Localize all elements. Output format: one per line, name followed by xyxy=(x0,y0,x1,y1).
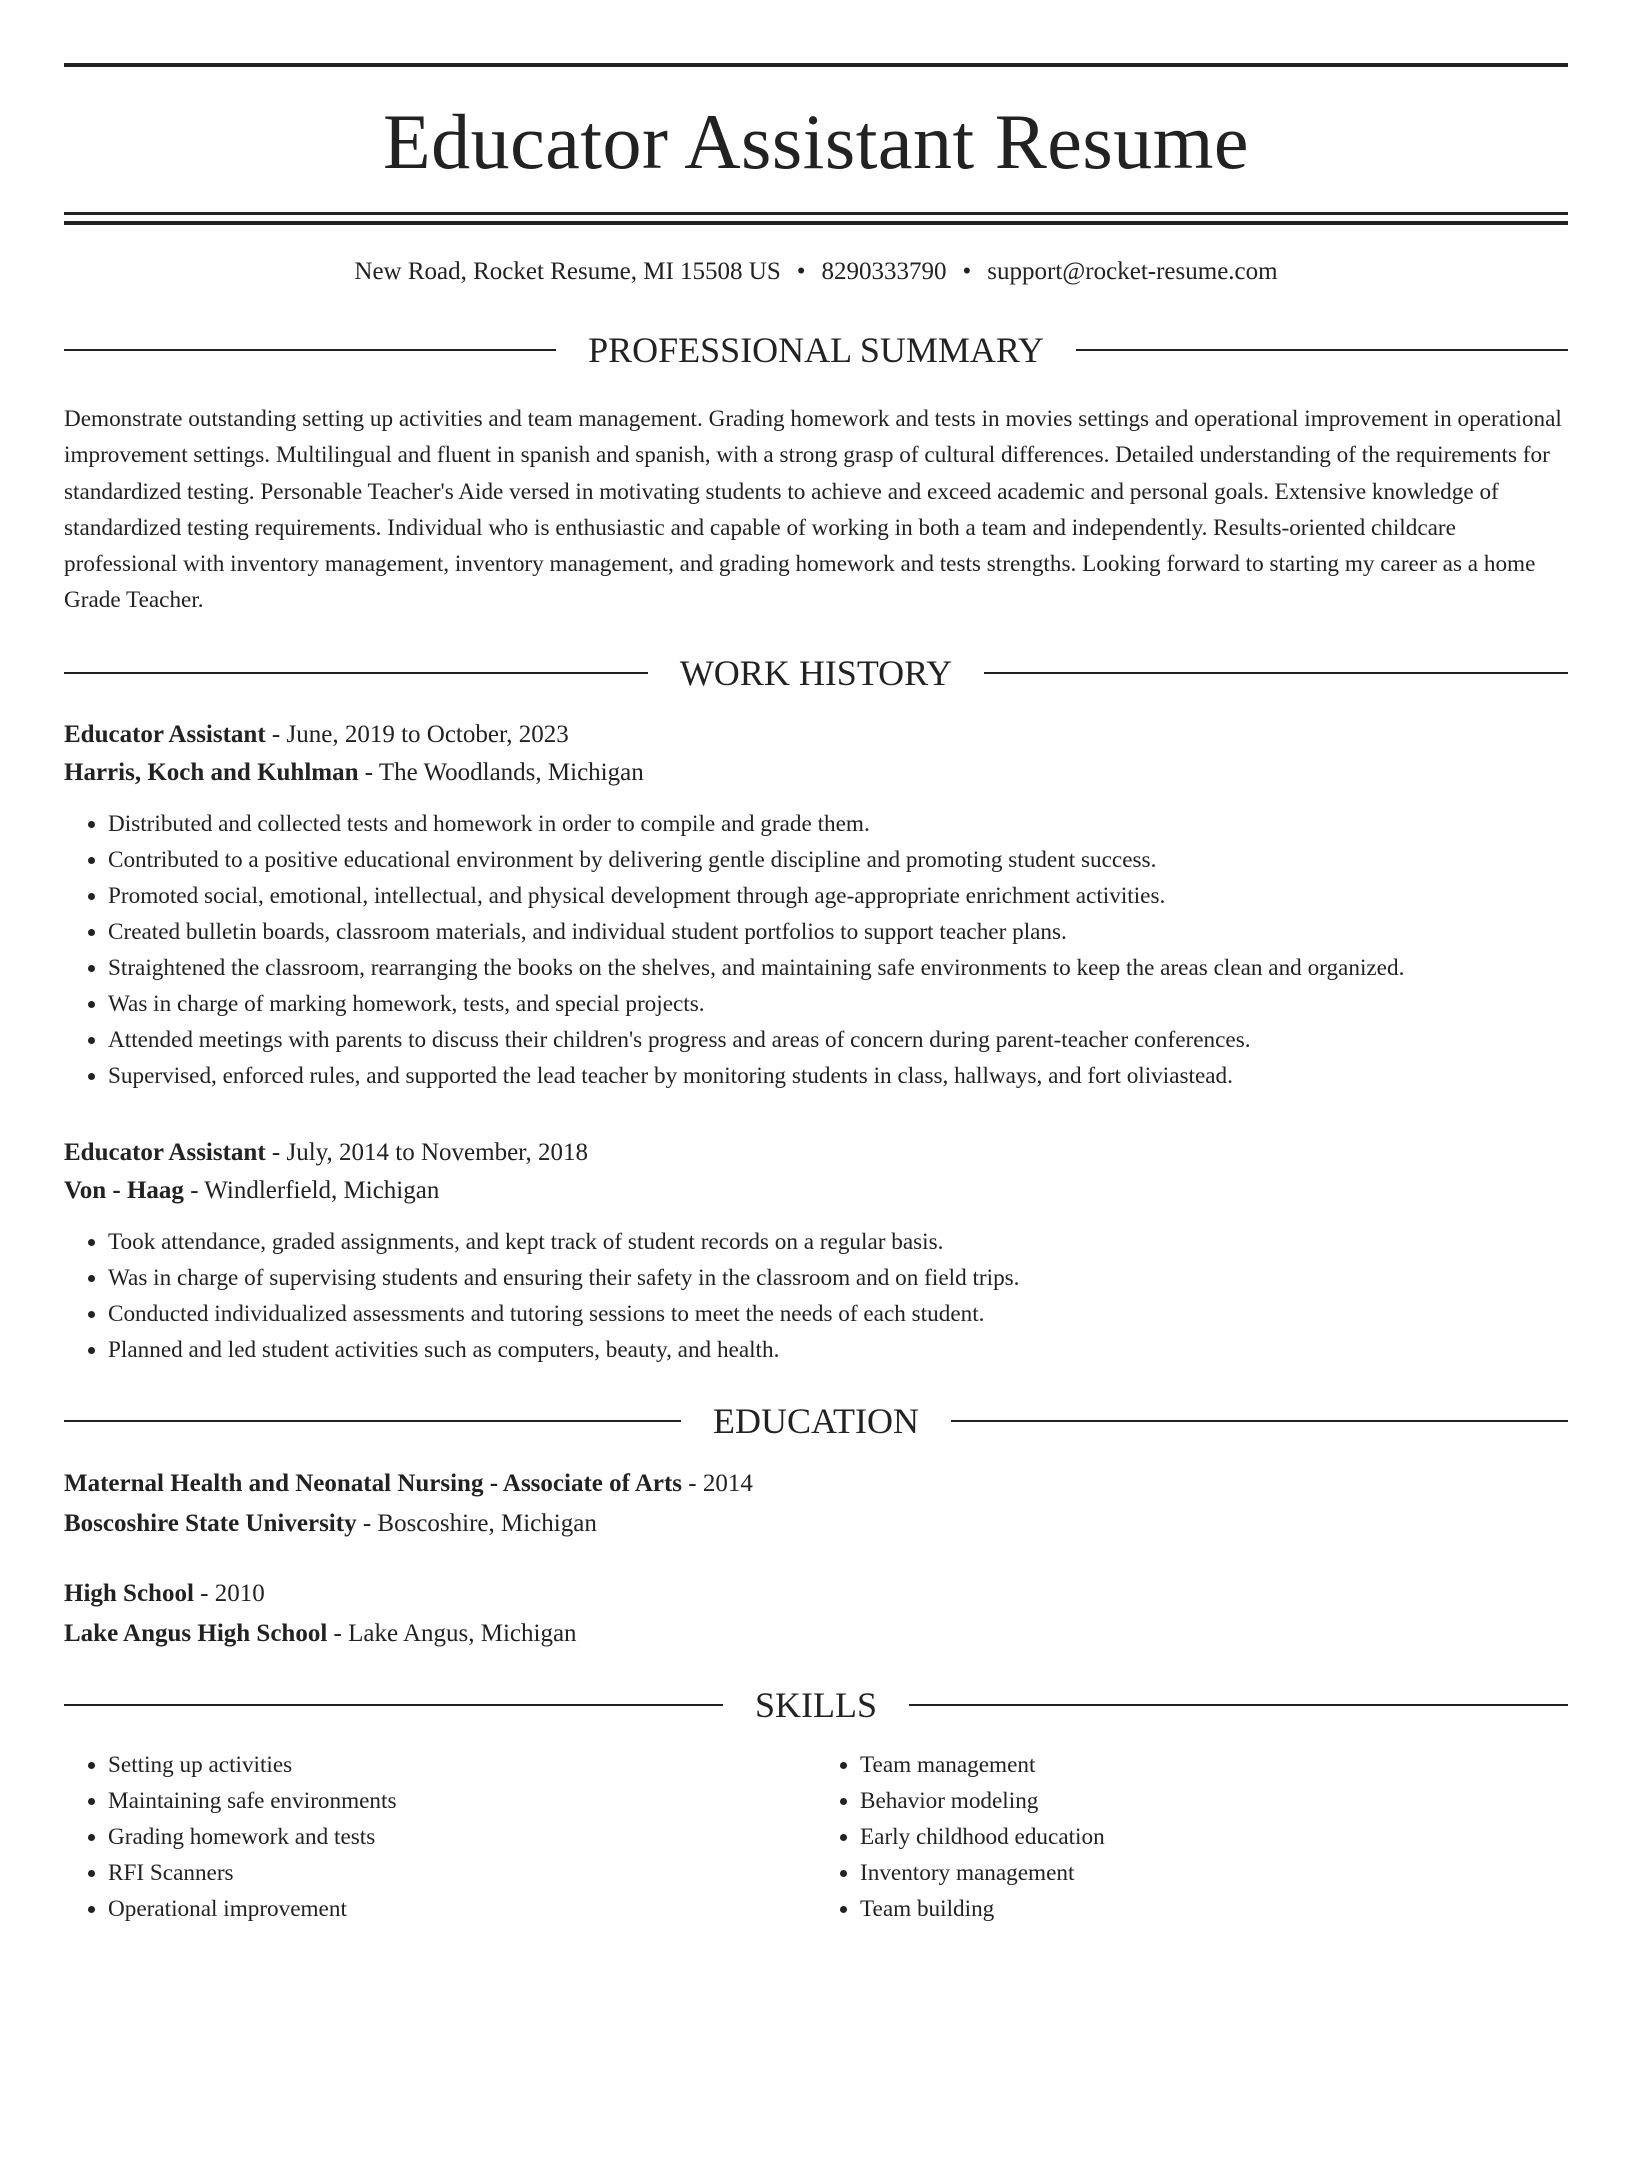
skills-column-right xyxy=(816,1747,1568,1927)
skill-item: • Setting up activities xyxy=(108,1747,816,1783)
contact-line xyxy=(64,259,1568,284)
summary-text: Demonstrate outstanding setting up activities and team management. Grading homework and tests in movies settings and operational improvement in operational improvement settings. Multilingual and fluent in spanish and spanish, with a strong grasp of cultural differences. Detailed understanding of the requirements for standardized testing. Personable Teacher's Aide versed in motivating students to achieve and exceed academic and personal goals. Extensive knowledge of standardized testing requirements. Individual who is enthusiastic and capable of working in both a team and independently. Results-oriented childcare professional with inventory management, inventory management, and grading homework and tests strengths. Looking forward to starting my career as a home Grade Teacher. xyxy=(64,406,1562,614)
skill-item: • RFI Scanners xyxy=(108,1855,816,1891)
job-dates: - July, 2014 to November, 2018 xyxy=(265,1138,589,1166)
job-title-line xyxy=(64,716,1568,754)
school: Boscoshire State University xyxy=(64,1509,357,1537)
section-heading-skills xyxy=(64,1684,1568,1725)
section-title: SKILLS xyxy=(755,1684,878,1725)
contact-phone: 8290333790 xyxy=(821,258,947,285)
job-title-line xyxy=(64,1134,1568,1172)
school-location: - Lake Angus, Michigan xyxy=(327,1619,577,1647)
degree: High School xyxy=(64,1579,194,1607)
job-company: Harris, Koch and Kuhlman xyxy=(64,758,359,786)
section-heading-education xyxy=(64,1400,1568,1441)
section-heading-summary xyxy=(64,332,1568,368)
degree-year: - 2014 xyxy=(682,1469,753,1497)
title-rule-lower xyxy=(64,221,1568,225)
skill-item: • Grading homework and tests xyxy=(108,1819,816,1855)
skill-item: • Early childhood education xyxy=(860,1819,1568,1855)
job-role: Educator Assistant xyxy=(64,720,266,748)
job-company-line xyxy=(64,754,1568,792)
list-item: • Straightened the classroom, rearranging the books on the shelves, and maintaining safe environments to keep the areas clean and organized. xyxy=(108,950,1568,986)
job-location: - Windlerfield, Michigan xyxy=(183,1176,440,1204)
contact-separator: • xyxy=(796,258,806,285)
degree-year: - 2010 xyxy=(193,1579,265,1607)
section-heading-work-history xyxy=(64,652,1568,693)
list-item: • Planned and led student activities such as computers, beauty, and health. xyxy=(108,1332,1568,1368)
skill-item: • Behavior modeling xyxy=(860,1783,1568,1819)
heading-rule xyxy=(1076,349,1568,351)
education-entry xyxy=(64,1574,1568,1654)
title-rule-upper xyxy=(64,212,1568,215)
job-bullet-list xyxy=(64,1224,1568,1368)
list-item: • Supervised, enforced rules, and supported the lead teacher by monitoring students in class, hallways, and fort oliviastead. xyxy=(108,1058,1568,1094)
section-title: EDUCATION xyxy=(713,1400,919,1441)
list-item: • Attended meetings with parents to discuss their children's progress and areas of concern during parent-teacher conferences. xyxy=(108,1022,1568,1058)
job-entry xyxy=(64,1134,1568,1210)
section-title: PROFESSIONAL SUMMARY xyxy=(588,330,1044,370)
heading-rule xyxy=(64,349,556,351)
heading-rule xyxy=(951,1420,1568,1422)
school-line xyxy=(64,1504,1568,1544)
skill-item: • Team management xyxy=(860,1747,1568,1783)
top-rule xyxy=(64,63,1568,67)
job-dates: - June, 2019 to October, 2023 xyxy=(265,720,569,748)
list-item: • Was in charge of supervising students and ensuring their safety in the classroom and on field trips. xyxy=(108,1260,1568,1296)
education-entry xyxy=(64,1464,1568,1544)
degree: Maternal Health and Neonatal Nursing - Associate of Arts xyxy=(64,1469,683,1497)
job-entry xyxy=(64,716,1568,792)
degree-line xyxy=(64,1574,1568,1614)
skill-item: • Inventory management xyxy=(860,1855,1568,1891)
job-role: Educator Assistant xyxy=(64,1138,266,1166)
list-item: • Took attendance, graded assignments, and kept track of student records on a regular basis. xyxy=(108,1224,1568,1260)
list-item: • Contributed to a positive educational environment by delivering gentle discipline and promoting student success. xyxy=(108,842,1568,878)
skill-item: • Team building xyxy=(860,1891,1568,1927)
contact-address: New Road, Rocket Resume, MI 15508 US xyxy=(354,258,781,285)
job-location: - The Woodlands, Michigan xyxy=(358,758,644,786)
list-item: • Created bulletin boards, classroom materials, and individual student portfolios to support teacher plans. xyxy=(108,914,1568,950)
heading-rule xyxy=(984,672,1568,674)
skills-grid xyxy=(64,1747,1568,1927)
page-title: Educator Assistant Resume xyxy=(382,98,1250,185)
list-item: • Was in charge of marking homework, tests, and special projects. xyxy=(108,986,1568,1022)
school-location: - Boscoshire, Michigan xyxy=(356,1509,597,1537)
section-title: WORK HISTORY xyxy=(679,652,953,693)
job-company: Von - Haag xyxy=(64,1176,184,1204)
contact-email: support@rocket-resume.com xyxy=(987,258,1278,285)
contact-separator: • xyxy=(962,258,972,285)
job-bullet-list xyxy=(64,806,1568,1094)
resume-page xyxy=(0,63,1632,2175)
list-item: • Promoted social, emotional, intellectual, and physical development through age-appropriate enrichment activities. xyxy=(108,878,1568,914)
list-item: • Conducted individualized assessments and tutoring sessions to meet the needs of each student. xyxy=(108,1296,1568,1332)
heading-rule xyxy=(909,1704,1568,1706)
skills-column-left xyxy=(64,1747,816,1927)
heading-rule xyxy=(64,1420,681,1422)
skill-item: • Maintaining safe environments xyxy=(108,1783,816,1819)
school-line xyxy=(64,1614,1568,1654)
skill-item: • Operational improvement xyxy=(108,1891,816,1927)
job-company-line xyxy=(64,1172,1568,1210)
school: Lake Angus High School xyxy=(64,1619,328,1647)
heading-rule xyxy=(64,1704,723,1706)
heading-rule xyxy=(64,672,648,674)
list-item: • Distributed and collected tests and homework in order to compile and grade them. xyxy=(108,806,1568,842)
degree-line xyxy=(64,1464,1568,1504)
